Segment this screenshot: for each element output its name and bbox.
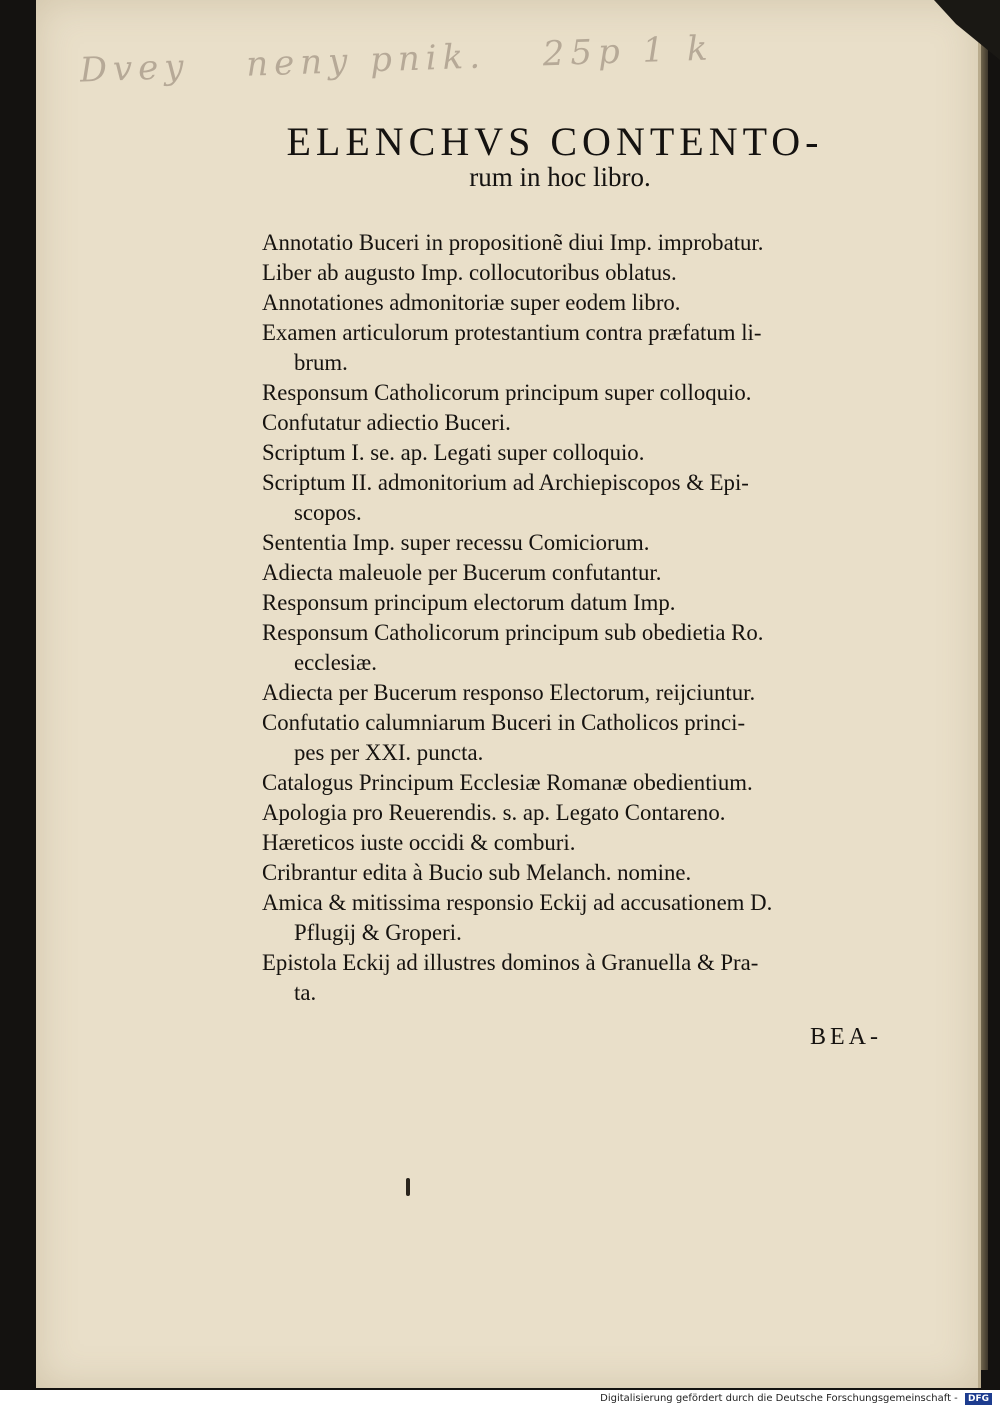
- footer-bar: [0, 1390, 1000, 1408]
- toc-entry: Examen articulorum protestantium contra præfatum li-: [262, 320, 762, 345]
- toc-entry-continuation: brum.: [294, 350, 348, 375]
- catchword: BEA-: [810, 1024, 882, 1050]
- toc-entry: Cribrantur edita à Bucio sub Melanch. nomine.: [262, 860, 692, 885]
- toc-entry: Adiecta maleuole per Bucerum confutantur.: [262, 560, 662, 585]
- toc-entry: Amica & mitissima responsio Eckij ad accusationem D.: [262, 890, 773, 915]
- toc-entry: Adiecta per Bucerum responso Electorum, reijciuntur.: [262, 680, 756, 705]
- toc-entry: Catalogus Principum Ecclesiæ Romanæ obedientium.: [262, 770, 753, 795]
- toc-entry: Confutatur adiectio Buceri.: [262, 410, 511, 435]
- page-title: ELENCHVS CONTENTO-: [286, 119, 824, 164]
- toc-entry: Annotationes admonitoriæ super eodem libro.: [262, 290, 681, 315]
- toc-entry: Liber ab augusto Imp. collocutoribus oblatus.: [262, 260, 677, 285]
- toc-entry: Scriptum I. se. ap. Legati super colloquio.: [262, 440, 645, 465]
- table-of-contents: [262, 228, 892, 1008]
- toc-entry: Scriptum II. admonitorium ad Archiepiscopos & Epi-: [262, 470, 749, 495]
- ink-mark: [406, 1178, 410, 1196]
- toc-entry: Responsum Catholicorum principum sub obedietia Ro.: [262, 620, 764, 645]
- toc-entry: Epistola Eckij ad illustres dominos à Granuella & Pra-: [262, 950, 759, 975]
- toc-entry: Annotatio Buceri in propositionẽ diui Imp. improbatur.: [262, 230, 764, 255]
- toc-entry: Apologia pro Reuerendis. s. ap. Legato Contareno.: [262, 800, 726, 825]
- toc-entry: Responsum Catholicorum principum super colloquio.: [262, 380, 752, 405]
- toc-entry: Hæreticos iuste occidi & comburi.: [262, 830, 576, 855]
- toc-entry: Confutatio calumniarum Buceri in Catholicos princi-: [262, 710, 746, 735]
- toc-entry: Responsum principum electorum datum Imp.: [262, 590, 676, 615]
- handwritten-note-2: neny pnik.: [245, 36, 487, 85]
- footer-text: Digitalisierung gefördert durch die Deutsche Forschungsgemeinschaft -: [600, 1393, 958, 1404]
- toc-entry: Sententia Imp. super recessu Comiciorum.: [262, 530, 650, 555]
- toc-entry-continuation: ecclesiæ.: [294, 650, 377, 675]
- handwritten-note-1: Dvey: [78, 46, 191, 91]
- dfg-logo[interactable]: DFG: [965, 1393, 992, 1405]
- page-subtitle: rum in hoc libro.: [469, 162, 651, 192]
- toc-entry-continuation: scopos.: [294, 500, 362, 525]
- toc-entry-continuation: pes per XXI. puncta.: [294, 740, 484, 765]
- handwritten-note-3: 25p 1 k: [542, 28, 715, 75]
- toc-entry-continuation: Pflugij & Groperi.: [294, 920, 462, 945]
- toc-entry-continuation: ta.: [294, 980, 317, 1005]
